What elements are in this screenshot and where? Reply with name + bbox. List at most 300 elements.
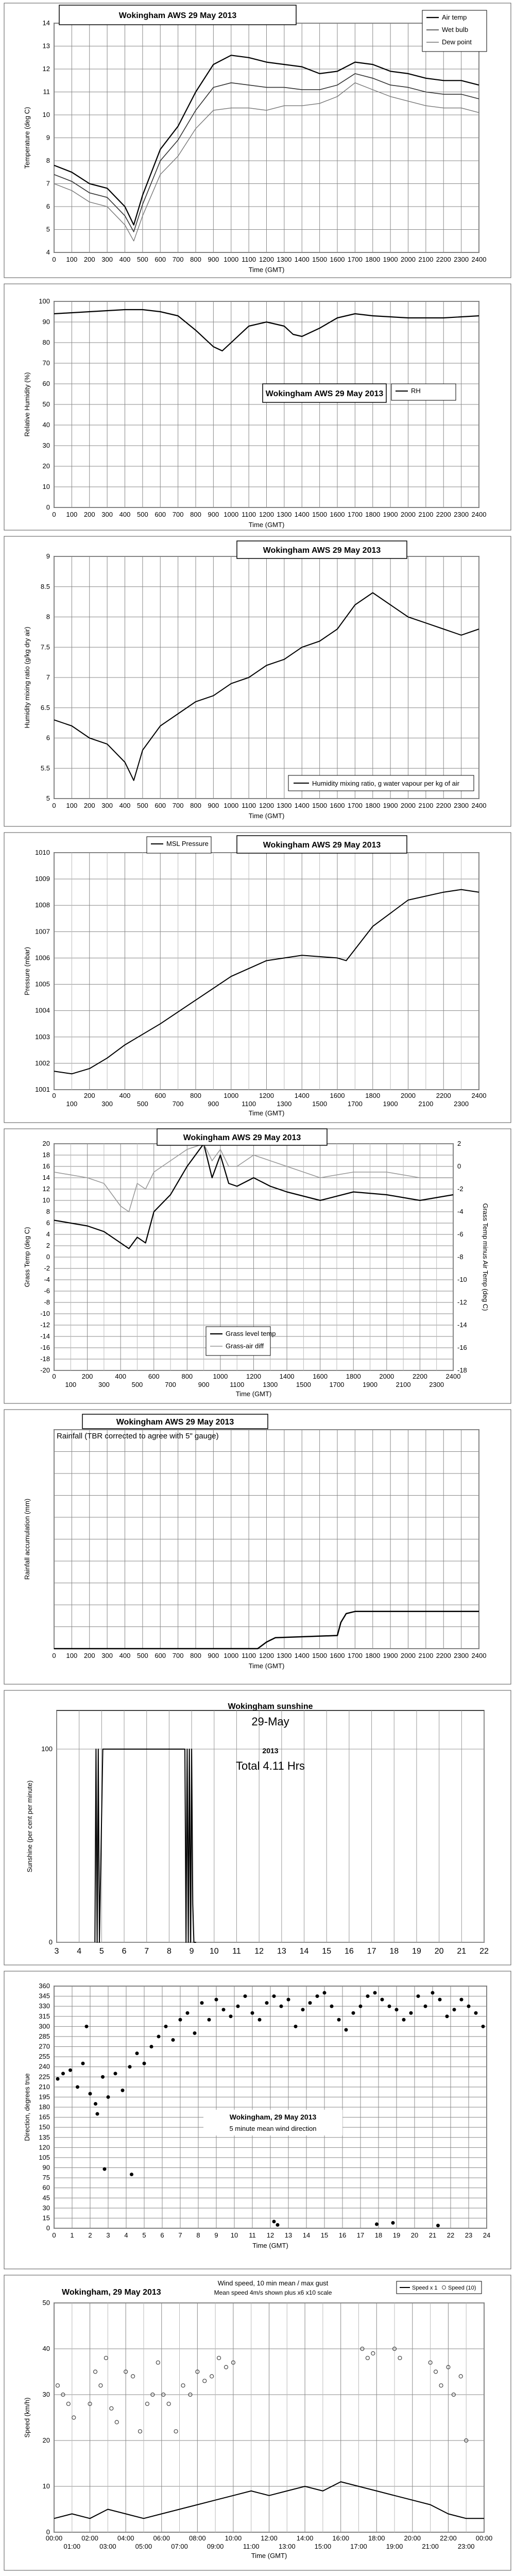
scatter-point <box>251 2011 254 2015</box>
scatter-point <box>352 2011 355 2015</box>
x-tick-label: 2300 <box>454 256 469 263</box>
x-tick-label: 1700 <box>347 802 363 809</box>
x-tick-label: 14 <box>299 1947 309 1956</box>
x-tick-label: 12 <box>254 1947 264 1956</box>
y-axis-label: Relative Humidity (%) <box>23 372 31 437</box>
y-tick-label: 50 <box>42 400 50 408</box>
y-tick-label: 8.5 <box>40 582 50 590</box>
y-tick-label: 80 <box>42 338 50 346</box>
x-tick-label: 900 <box>198 1381 210 1388</box>
x-tick-label: 9 <box>214 2231 218 2239</box>
x-tick-label: 2300 <box>454 802 469 809</box>
y-axis-label: Sunshine (per cent per minute) <box>26 1780 33 1873</box>
x-tick-label: 300 <box>98 1381 110 1388</box>
y-tick-label: 360 <box>39 1982 50 1990</box>
scatter-point <box>56 2077 60 2081</box>
scatter-point <box>272 1994 276 1998</box>
x-tick-label: 22 <box>479 1947 489 1956</box>
scatter-point <box>366 1994 370 1998</box>
x-tick-label: 08:00 <box>189 2534 206 2542</box>
y-right-tick-label: 2 <box>457 1140 461 1147</box>
scatter-point <box>381 1998 384 2002</box>
y-tick-label: 210 <box>39 2082 50 2091</box>
x-tick-label: 1800 <box>365 256 381 263</box>
x-tick-label: 13 <box>284 2231 293 2239</box>
x-tick-label: 2400 <box>471 1652 487 1659</box>
legend-label: Grass level temp <box>226 1330 276 1337</box>
scatter-point <box>402 2018 406 2022</box>
x-tick-label: 21:00 <box>422 2543 439 2550</box>
chart-4-svg <box>0 1126 515 1406</box>
x-tick-label: 2300 <box>429 1381 444 1388</box>
scatter-point <box>280 2005 283 2008</box>
x-tick-label: 900 <box>208 256 219 263</box>
x-tick-label: 0 <box>52 1092 56 1099</box>
x-tick-label: 2000 <box>401 802 416 809</box>
y-tick-label: 6 <box>46 202 50 210</box>
chart-4-grass-temp <box>0 1126 515 1406</box>
x-tick-label: 1800 <box>365 511 381 518</box>
x-tick-label: 1900 <box>383 802 398 809</box>
scatter-point <box>359 2005 363 2008</box>
y-tick-label: 1009 <box>35 875 50 883</box>
x-tick-label: 02:00 <box>81 2534 98 2542</box>
x-tick-label: 09:00 <box>207 2543 224 2550</box>
x-tick-label: 900 <box>208 1652 219 1659</box>
y-tick-label: 345 <box>39 1992 50 2000</box>
y-tick-label: 12 <box>42 65 50 73</box>
scatter-point <box>391 2221 395 2225</box>
y-tick-label: 90 <box>42 2163 50 2172</box>
x-tick-label: 15:00 <box>314 2543 332 2550</box>
scatter-point <box>294 2025 298 2028</box>
scatter-point <box>107 2095 110 2099</box>
y-right-tick-label: -6 <box>457 1230 464 1238</box>
x-tick-label: 800 <box>190 802 201 809</box>
x-tick-label: 11 <box>232 1947 241 1956</box>
scatter-point <box>68 2069 72 2072</box>
chart-3-pressure <box>0 829 515 1126</box>
x-tick-label: 1900 <box>383 256 398 263</box>
legend-label: Dew point <box>442 38 472 46</box>
x-tick-label: 600 <box>148 1372 160 1380</box>
chart-7-wind-direction <box>0 1968 515 2272</box>
y-tick-label: 195 <box>39 2093 50 2101</box>
scatter-point <box>229 2014 233 2018</box>
legend-label: Humidity mixing ratio, g water vapour per kg of air <box>312 779 460 787</box>
scatter-point <box>81 2062 85 2065</box>
x-tick-label: 700 <box>172 511 184 518</box>
x-tick-label: 2400 <box>471 511 487 518</box>
scatter-point <box>121 2089 125 2092</box>
x-tick-label: 04:00 <box>117 2534 134 2542</box>
chart-5-svg <box>0 1406 515 1687</box>
x-tick-label: 2000 <box>401 256 416 263</box>
y-tick-label: -2 <box>44 1264 50 1272</box>
y-tick-label: -6 <box>44 1287 50 1295</box>
x-tick-label: 100 <box>66 1100 78 1108</box>
chart-2-mixing-ratio <box>0 533 515 829</box>
y-axis-label: Humidity mixing ratio (g/kg dry air) <box>23 626 31 728</box>
x-axis-label: Time (GMT) <box>248 1109 285 1117</box>
y-tick-label: 90 <box>42 318 50 326</box>
x-tick-label: 1800 <box>365 802 381 809</box>
x-tick-label: 1600 <box>330 802 345 809</box>
x-tick-label: 1500 <box>312 802 328 809</box>
y-tick-label: 0 <box>46 503 50 511</box>
x-axis-label: Time (GMT) <box>248 266 285 274</box>
scatter-point <box>417 1994 420 1998</box>
x-tick-label: 800 <box>190 256 201 263</box>
y-tick-label: 10 <box>42 483 50 490</box>
y-tick-label: 20 <box>42 2436 50 2444</box>
x-tick-label: 05:00 <box>135 2543 152 2550</box>
x-tick-label: 400 <box>119 1092 131 1099</box>
x-tick-label: 100 <box>65 1381 77 1388</box>
x-tick-label: 2100 <box>418 1652 434 1659</box>
scatter-point <box>200 2001 204 2005</box>
scatter-point <box>276 2223 280 2227</box>
x-tick-label: 24 <box>483 2231 491 2239</box>
x-tick-label: 700 <box>172 1100 184 1108</box>
y-tick-label: 6.5 <box>40 703 50 711</box>
x-tick-label: 10 <box>209 1947 219 1956</box>
y-axis-label: Speed (km/h) <box>23 2397 31 2438</box>
x-tick-label: 5 <box>142 2231 146 2239</box>
y-tick-label: 20 <box>42 462 50 470</box>
x-axis-label: Time (GMT) <box>252 2242 288 2249</box>
x-tick-label: 1900 <box>383 1652 398 1659</box>
legend-label: Speed (10) <box>448 2285 476 2291</box>
x-tick-label: 1500 <box>296 1381 311 1388</box>
chart-1-humidity <box>0 281 515 533</box>
y-tick-label: 40 <box>42 421 50 429</box>
x-tick-label: 0 <box>52 802 56 809</box>
y-tick-label: 60 <box>42 380 50 387</box>
x-tick-label: 10:00 <box>225 2534 242 2542</box>
y-right-tick-label: -18 <box>457 1366 467 1374</box>
x-tick-label: 2300 <box>454 511 469 518</box>
x-tick-label: 1900 <box>383 1100 398 1108</box>
x-tick-label: 1500 <box>312 511 328 518</box>
y-tick-label: 6 <box>46 1219 50 1227</box>
x-tick-label: 200 <box>83 1652 95 1659</box>
y-tick-label: 9 <box>46 552 50 560</box>
x-tick-label: 21 <box>457 1947 467 1956</box>
y-tick-label: 13 <box>42 42 50 50</box>
y-tick-label: 10 <box>42 2482 50 2490</box>
y-tick-label: -14 <box>40 1332 50 1340</box>
y-tick-label: 30 <box>42 2204 50 2212</box>
x-tick-label: 800 <box>190 511 201 518</box>
scatter-point <box>323 1991 327 1995</box>
chart-date-label: 29-May <box>251 1715 289 1728</box>
y-tick-label: -18 <box>40 1355 50 1363</box>
x-tick-label: 18:00 <box>368 2534 385 2542</box>
x-tick-label: 600 <box>154 1092 166 1099</box>
y-tick-label: 0 <box>46 1253 50 1261</box>
x-tick-label: 1700 <box>347 1652 363 1659</box>
x-tick-label: 800 <box>190 1652 201 1659</box>
x-tick-label: 2000 <box>379 1372 394 1380</box>
scatter-point <box>157 2035 161 2038</box>
x-tick-label: 4 <box>77 1947 82 1956</box>
y-tick-label: 315 <box>39 2012 50 2020</box>
y-tick-label: 45 <box>42 2194 50 2202</box>
x-tick-label: 1200 <box>259 802 274 809</box>
y-tick-label: 40 <box>42 2345 50 2352</box>
y-tick-label: 1010 <box>35 849 50 856</box>
x-tick-label: 23:00 <box>457 2543 475 2550</box>
chart-0-svg <box>0 0 515 281</box>
y-right-tick-label: -14 <box>457 1321 467 1329</box>
x-tick-label: 200 <box>81 1372 93 1380</box>
chart-title: Wokingham, 29 May 2013 <box>229 2113 317 2121</box>
y-tick-label: 100 <box>39 297 50 305</box>
scatter-point <box>337 2018 341 2022</box>
x-tick-label: 1500 <box>312 1100 328 1108</box>
x-tick-label: 1600 <box>330 256 345 263</box>
x-tick-label: 2200 <box>436 1092 451 1099</box>
y-tick-label: 75 <box>42 2174 50 2182</box>
x-tick-label: 8 <box>166 1947 171 1956</box>
y-right-tick-label: -4 <box>457 1208 464 1215</box>
x-tick-label: 00:00 <box>45 2534 63 2542</box>
x-tick-label: 1700 <box>347 256 363 263</box>
chart-6-sunshine <box>0 1687 515 1968</box>
x-tick-label: 1800 <box>365 1092 381 1099</box>
chart-title: Wokingham AWS 29 May 2013 <box>265 389 384 398</box>
chart-title: Wokingham AWS 29 May 2013 <box>263 546 381 555</box>
y-right-axis-label: Grass Temp minus Air Temp (deg C) <box>482 1203 489 1311</box>
y-tick-label: 2 <box>46 1242 50 1249</box>
scatter-point <box>128 2065 132 2069</box>
x-tick-label: 400 <box>115 1372 127 1380</box>
y-tick-label: 12 <box>42 1185 50 1193</box>
y-tick-label: 5 <box>46 794 50 802</box>
x-tick-label: 01:00 <box>63 2543 81 2550</box>
x-tick-label: 1000 <box>224 802 239 809</box>
y-tick-label: 150 <box>39 2123 50 2131</box>
x-tick-label: 2000 <box>401 511 416 518</box>
x-tick-label: 1400 <box>294 1652 310 1659</box>
x-tick-label: 1400 <box>294 511 310 518</box>
x-tick-label: 2200 <box>436 256 451 263</box>
chart-total-label: Total 4.11 Hrs <box>235 1759 305 1772</box>
y-tick-label: 0 <box>46 2224 50 2232</box>
scatter-point <box>215 1998 218 2002</box>
y-tick-label: 14 <box>42 19 50 27</box>
scatter-point <box>308 2001 312 2005</box>
legend-label: Speed x 1 <box>412 2285 438 2291</box>
x-tick-label: 1100 <box>242 1652 256 1659</box>
x-tick-label: 20 <box>434 1947 444 1956</box>
x-tick-label: 100 <box>66 511 78 518</box>
chart-note: Mean speed 4m/s shown plus x6 x10 scale <box>214 2289 332 2296</box>
x-axis-label: Time (GMT) <box>248 1662 285 1670</box>
x-tick-label: 1600 <box>330 1092 345 1099</box>
x-tick-label: 1800 <box>346 1372 361 1380</box>
scatter-point <box>424 2005 427 2008</box>
x-tick-label: 18 <box>389 1947 399 1956</box>
y-tick-label: 100 <box>41 1745 53 1753</box>
y-tick-label: 1004 <box>35 1006 50 1014</box>
x-tick-label: 20 <box>410 2231 419 2239</box>
x-tick-label: 900 <box>208 511 219 518</box>
x-tick-label: 03:00 <box>99 2543 116 2550</box>
x-tick-label: 2100 <box>418 511 434 518</box>
y-tick-label: 11 <box>43 88 50 96</box>
scatter-point <box>135 2052 139 2055</box>
y-tick-label: 16 <box>42 1162 50 1170</box>
y-tick-label: 20 <box>42 1140 50 1147</box>
legend-label: Grass-air diff <box>226 1342 264 1350</box>
x-tick-label: 6 <box>160 2231 164 2239</box>
scatter-point <box>143 2062 146 2065</box>
legend-label: Wet bulb <box>442 26 469 33</box>
chart-title: Wokingham AWS 29 May 2013 <box>116 1418 234 1427</box>
y-tick-label: 50 <box>42 2299 50 2307</box>
x-tick-label: 2400 <box>445 1372 461 1380</box>
x-tick-label: 1300 <box>277 1100 292 1108</box>
x-tick-label: 16 <box>338 2231 347 2239</box>
y-tick-label: 30 <box>42 2391 50 2398</box>
x-tick-label: 1000 <box>224 511 239 518</box>
x-tick-label: 13 <box>277 1947 286 1956</box>
x-tick-label: 2100 <box>396 1381 411 1388</box>
x-tick-label: 700 <box>172 802 184 809</box>
x-tick-label: 200 <box>83 802 95 809</box>
x-tick-label: 00:00 <box>475 2534 493 2542</box>
x-tick-label: 3 <box>106 2231 110 2239</box>
x-tick-label: 06:00 <box>153 2534 170 2542</box>
y-tick-label: 0 <box>48 1938 53 1946</box>
y-tick-label: -16 <box>40 1344 50 1351</box>
scatter-point <box>222 2008 226 2011</box>
x-tick-label: 200 <box>83 1092 95 1099</box>
x-tick-label: 12 <box>266 2231 274 2239</box>
x-tick-label: 1400 <box>294 1092 310 1099</box>
y-tick-label: 30 <box>42 442 50 449</box>
x-tick-label: 1500 <box>312 1652 328 1659</box>
y-tick-label: 7 <box>46 673 50 681</box>
y-tick-label: 165 <box>39 2113 50 2121</box>
legend <box>391 384 456 400</box>
scatter-point <box>179 2018 182 2022</box>
y-tick-label: 6 <box>46 734 50 742</box>
scatter-point <box>236 2005 240 2008</box>
y-right-tick-label: -10 <box>457 1276 467 1283</box>
chart-3-svg <box>0 829 515 1126</box>
chart-year-label: 2013 <box>262 1747 279 1755</box>
chart-1-svg <box>0 281 515 533</box>
y-tick-label: -8 <box>44 1298 50 1306</box>
chart-title: Wokingham AWS 29 May 2013 <box>183 1133 301 1142</box>
y-tick-label: -20 <box>40 1366 50 1374</box>
x-tick-label: 400 <box>119 256 131 263</box>
y-tick-label: -10 <box>40 1310 50 1317</box>
x-tick-label: 2200 <box>412 1372 427 1380</box>
x-tick-label: 1 <box>70 2231 74 2239</box>
scatter-point <box>265 2001 269 2005</box>
x-tick-label: 2 <box>88 2231 92 2239</box>
chart-title: Wokingham AWS 29 May 2013 <box>263 841 381 850</box>
x-tick-label: 1000 <box>213 1372 228 1380</box>
x-tick-label: 300 <box>101 511 113 518</box>
scatter-point <box>431 1991 435 1995</box>
scatter-point <box>150 2045 153 2048</box>
x-tick-label: 700 <box>172 256 184 263</box>
x-tick-label: 2000 <box>401 1652 416 1659</box>
x-tick-label: 1300 <box>277 511 292 518</box>
chart-title: Wokingham AWS 29 May 2013 <box>118 11 237 20</box>
x-tick-label: 100 <box>66 256 78 263</box>
y-tick-label: 270 <box>39 2042 50 2050</box>
plot-area <box>57 1710 484 1942</box>
y-tick-label: 1008 <box>35 901 50 909</box>
x-tick-label: 1600 <box>313 1372 328 1380</box>
x-tick-label: 1900 <box>383 511 398 518</box>
x-tick-label: 600 <box>154 1652 166 1659</box>
scatter-point <box>460 1998 464 2002</box>
x-tick-label: 2100 <box>418 256 434 263</box>
y-axis-label: Direction, degrees true <box>23 2073 31 2141</box>
x-tick-label: 300 <box>101 1652 113 1659</box>
x-tick-label: 100 <box>66 802 78 809</box>
x-tick-label: 4 <box>124 2231 128 2239</box>
y-tick-label: 180 <box>39 2103 50 2111</box>
legend-label: Air temp <box>442 13 467 21</box>
x-tick-label: 3 <box>54 1947 59 1956</box>
scatter-point <box>345 2028 348 2031</box>
y-tick-label: 240 <box>39 2062 50 2071</box>
chart-6-svg <box>0 1687 515 1968</box>
scatter-point <box>85 2025 89 2028</box>
x-tick-label: 17 <box>356 2231 365 2239</box>
x-tick-label: 2100 <box>418 1100 434 1108</box>
scatter-point <box>244 1994 247 1998</box>
y-tick-label: 4 <box>46 1230 50 1238</box>
x-tick-label: 1400 <box>294 802 310 809</box>
x-tick-label: 18 <box>374 2231 383 2239</box>
scatter-point <box>89 2092 92 2095</box>
y-tick-label: 1006 <box>35 954 50 962</box>
x-tick-label: 11 <box>249 2231 256 2239</box>
x-tick-label: 1000 <box>224 1092 239 1099</box>
x-tick-label: 400 <box>119 1652 131 1659</box>
y-right-tick-label: -2 <box>457 1185 464 1193</box>
x-tick-label: 1000 <box>224 1652 239 1659</box>
scatter-point <box>193 2031 197 2035</box>
scatter-point <box>186 2011 190 2015</box>
x-tick-label: 300 <box>101 802 113 809</box>
x-tick-label: 1700 <box>347 511 363 518</box>
y-axis-label: Temperature (deg C) <box>23 107 31 169</box>
y-tick-label: 8 <box>46 1208 50 1215</box>
y-axis-label: Pressure (mbar) <box>23 947 31 995</box>
chart-5-rainfall <box>0 1406 515 1687</box>
x-tick-label: 21 <box>428 2231 437 2239</box>
x-tick-label: 5 <box>99 1947 104 1956</box>
scatter-point <box>375 2223 379 2226</box>
x-tick-label: 500 <box>137 1100 148 1108</box>
scatter-point <box>287 1998 290 2002</box>
x-tick-label: 17 <box>367 1947 376 1956</box>
chart-subtitle: Wind speed, 10 min mean / max gust <box>217 2279 329 2287</box>
y-tick-label: 330 <box>39 2002 50 2010</box>
y-tick-label: 105 <box>39 2153 50 2161</box>
scatter-point <box>388 2005 391 2008</box>
